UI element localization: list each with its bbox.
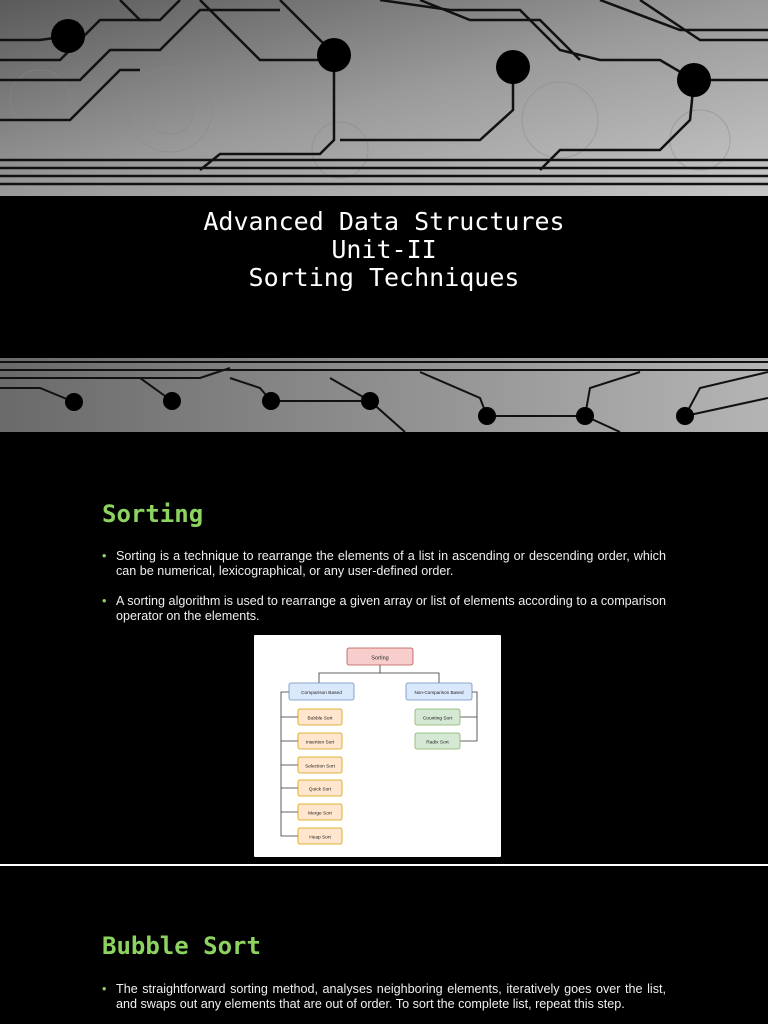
slide-heading-bubble-sort: Bubble Sort: [102, 932, 261, 960]
diagram-node-comparison-based: [289, 683, 354, 700]
bullet-list-sorting: [102, 549, 666, 639]
bullet-dot-icon: •: [102, 594, 107, 608]
title-line-unit: Unit-II: [331, 235, 437, 264]
circuit-board-banner-bottom: [0, 358, 768, 432]
sorting-slide: [0, 432, 768, 864]
diagram-node-insertion-sort: [298, 733, 342, 749]
svg-text:Comparison Based: Comparison Based: [301, 691, 342, 696]
bullet-text: A sorting algorithm is used to rearrange a given array or list of elements according to a comparison operator on the elements.: [116, 594, 666, 623]
circuit-board-banner-top: [0, 0, 768, 196]
svg-text:Insertion Sort: Insertion Sort: [305, 740, 335, 746]
svg-text:Merge Sort: Merge Sort: [308, 811, 332, 817]
diagram-node-root: [347, 648, 413, 665]
sorting-classification-diagram: [254, 635, 501, 857]
bullet-item: [102, 982, 666, 1012]
svg-text:Selection Sort: Selection Sort: [305, 764, 335, 770]
bullet-dot-icon: •: [102, 982, 107, 996]
slide-heading-sorting: Sorting: [102, 500, 204, 528]
diagram-node-radix-sort: [415, 733, 460, 749]
svg-text:Counting Sort: Counting Sort: [422, 716, 453, 722]
bullet-text: The straightforward sorting method, analyses neighboring elements, iteratively goes over the list, and swaps out any elements that are out of order. To sort the complete list, repeat this step.: [116, 982, 666, 1011]
diagram-node-heap-sort: [298, 828, 342, 844]
diagram-node-bubble-sort: [298, 709, 342, 725]
diagram-node-counting-sort: [415, 709, 460, 725]
svg-text:Bubble Sort: Bubble Sort: [307, 716, 333, 722]
title-line-topic: Sorting Techniques: [248, 263, 520, 292]
svg-text:Heap Sort: Heap Sort: [309, 835, 331, 841]
bullet-list-bubble-sort: [102, 982, 666, 1024]
bubble-sort-slide: [0, 866, 768, 1024]
diagram-node-non-comparison-based: [406, 683, 472, 700]
svg-text:Non-Comparison Based: Non-Comparison Based: [414, 690, 464, 695]
presentation-title: [0, 208, 768, 292]
bullet-item: [102, 549, 666, 579]
bullet-text: Sorting is a technique to rearrange the elements of a list in ascending or descending order, which can be numerical, lexicographical, or any user-defined order.: [116, 549, 666, 578]
svg-text:Quick Sort: Quick Sort: [308, 787, 332, 793]
bullet-dot-icon: •: [102, 549, 107, 563]
title-slide: [0, 0, 768, 432]
svg-text:Sorting: Sorting: [371, 655, 389, 662]
diagram-node-quick-sort: [298, 780, 342, 796]
title-line-course: Advanced Data Structures: [203, 207, 565, 236]
diagram-node-merge-sort: [298, 804, 342, 820]
svg-text:Radix Sort: Radix Sort: [426, 740, 449, 746]
diagram-node-selection-sort: [298, 757, 342, 773]
bullet-item: [102, 594, 666, 624]
